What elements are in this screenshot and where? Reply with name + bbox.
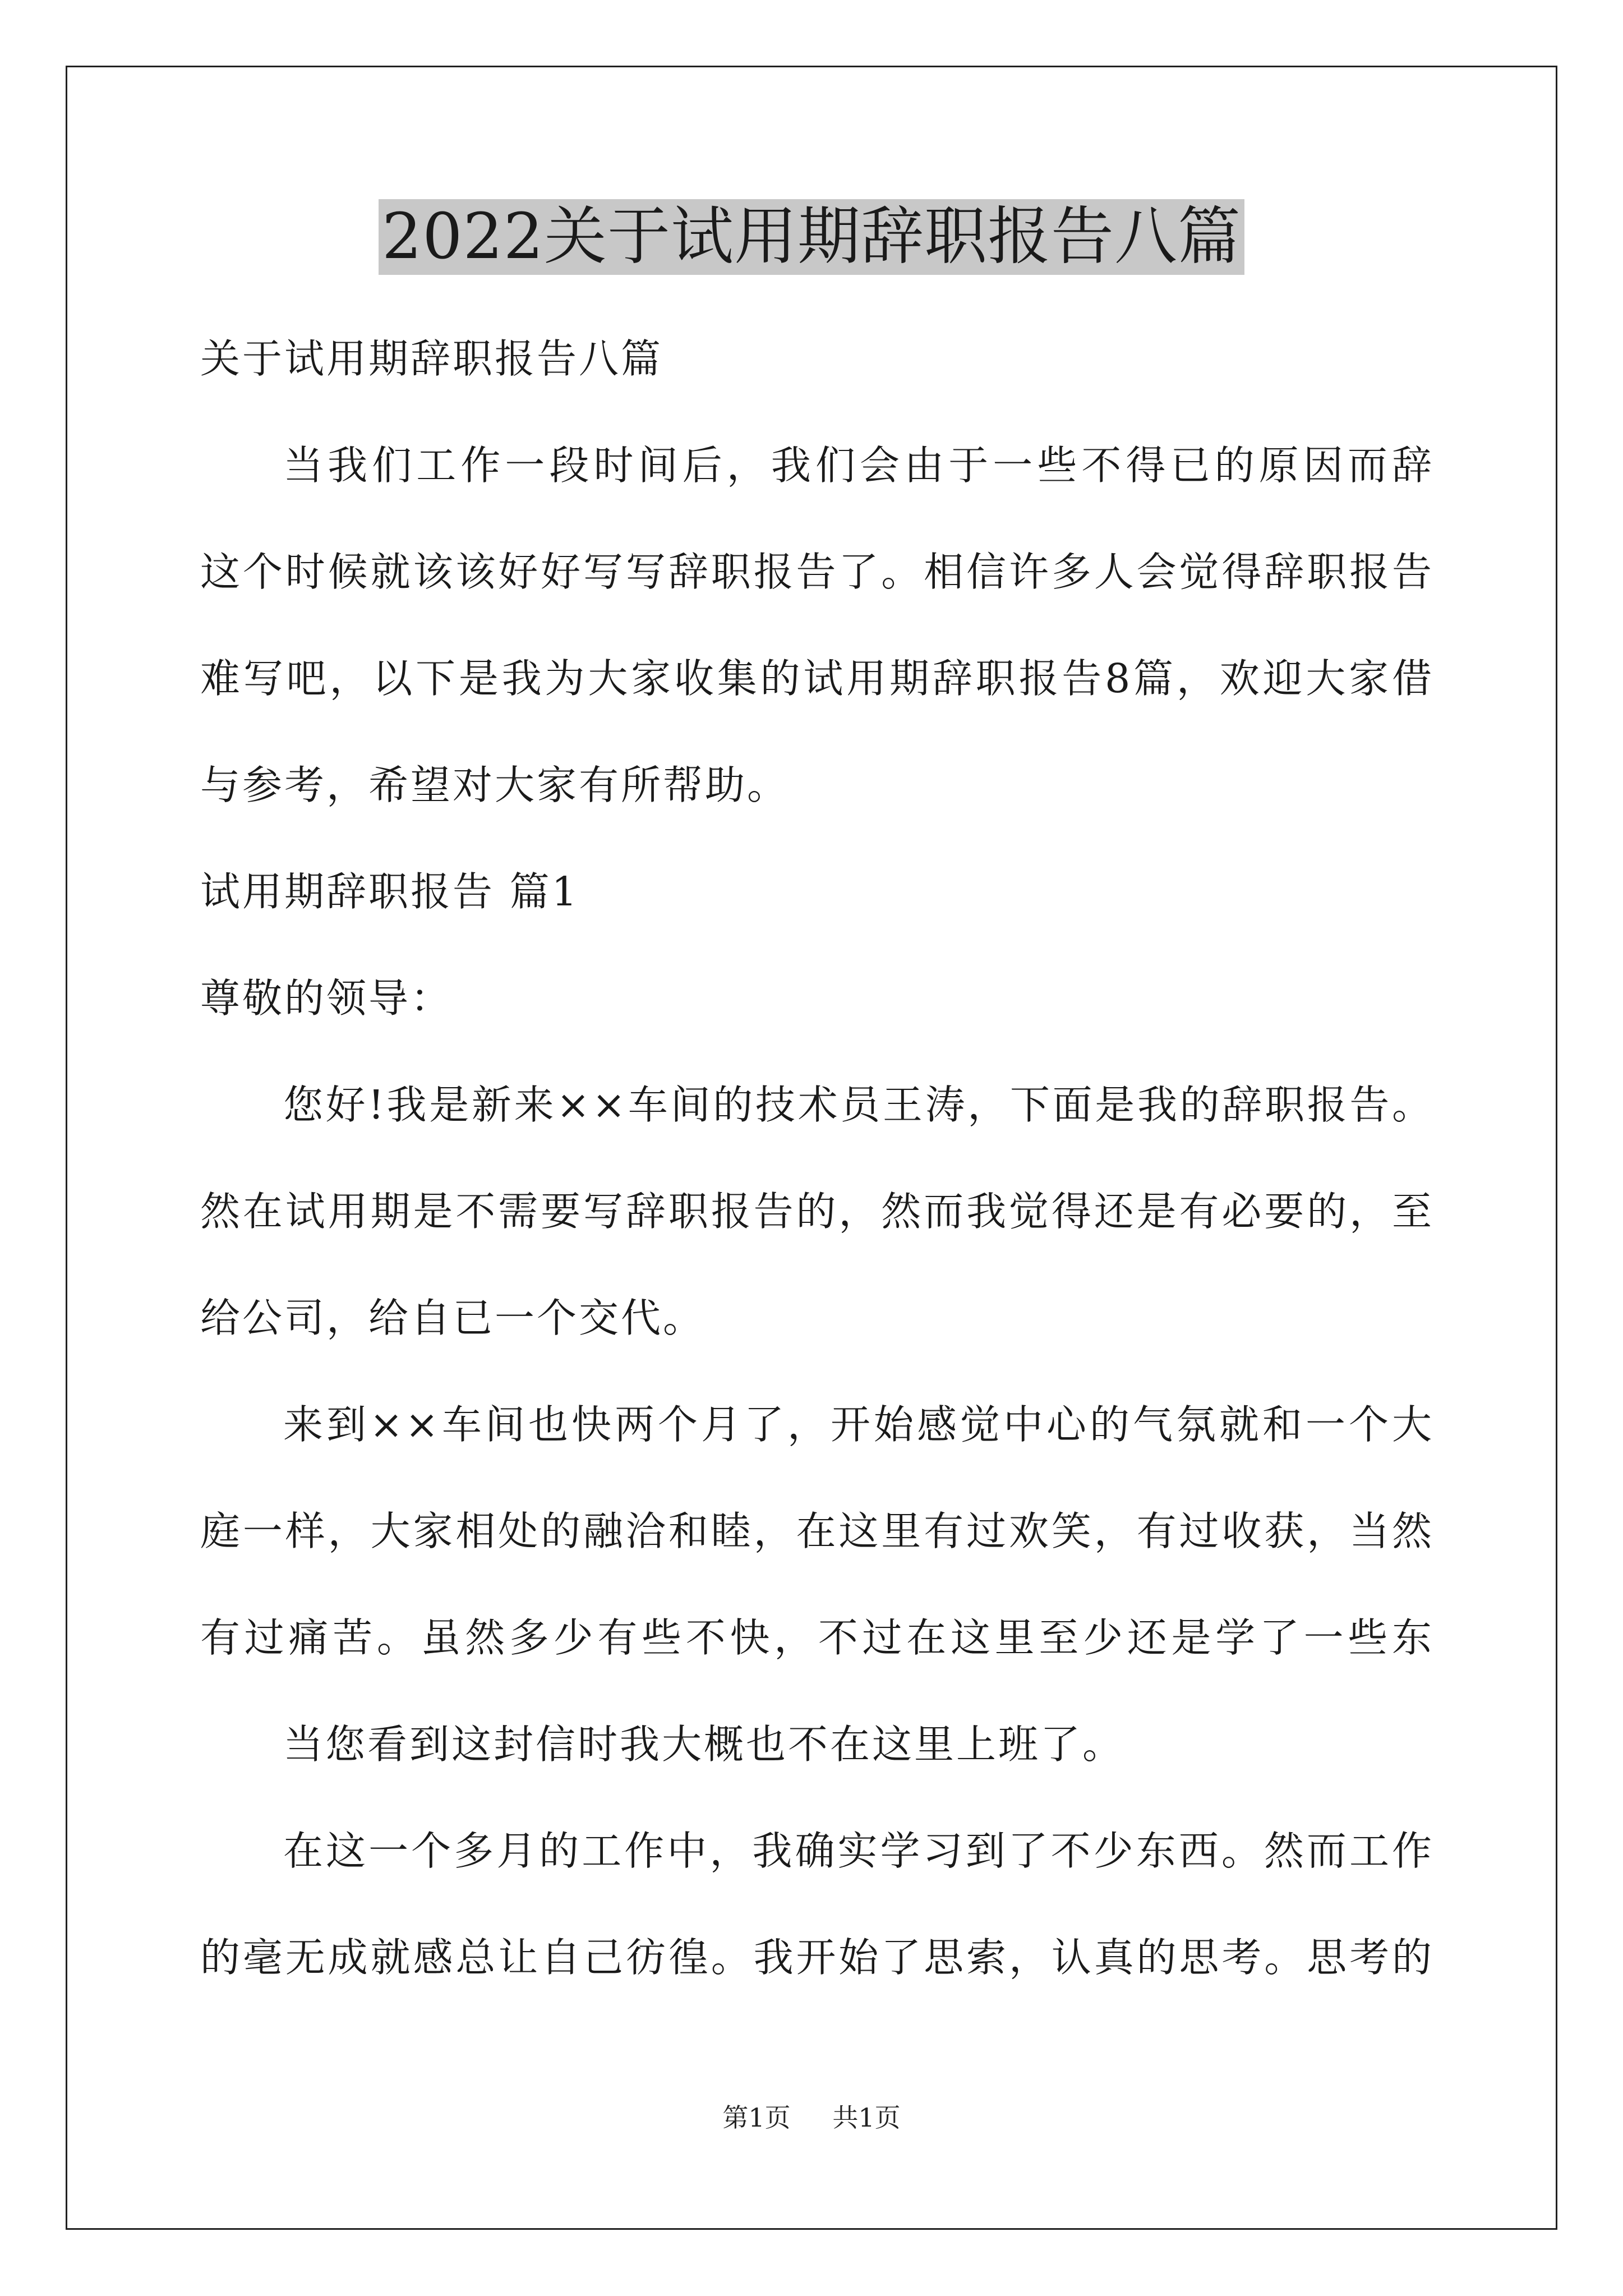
document-title: 2022关于试用期辞职报告八篇: [379, 199, 1244, 275]
page-footer: [0, 2101, 1623, 2134]
text-line: 的毫无成就感总让自己彷徨。我开始了思索，认真的思考。思考的: [200, 1934, 1434, 1981]
text-line: 这个时候就该该好好写写辞职报告了。相信许多人会觉得辞职报告: [200, 549, 1434, 595]
text-line: 然在试用期是不需要写辞职报告的，然而我觉得还是有必要的，至: [200, 1188, 1434, 1235]
page-number: 第1页: [722, 2102, 791, 2133]
text-line: 给公司，给自已一个交代。: [200, 1295, 706, 1341]
text-line: 尊敬的领导：: [200, 975, 453, 1022]
text-line: 与参考，希望对大家有所帮助。: [200, 762, 790, 808]
text-line: 您好!我是新来××车间的技术员王涛，下面是我的辞职报告。: [283, 1082, 1434, 1128]
text-line: 庭一样，大家相处的融洽和睦，在这里有过欢笑，有过收获，当然: [200, 1508, 1434, 1554]
document-title-container: [0, 199, 1623, 275]
text-line: 当您看到这封信时我大概也不在这里上班了。: [283, 1721, 1125, 1768]
text-line: 当我们工作一段时间后，我们会由于一些不得已的原因而辞: [283, 442, 1434, 489]
text-line: 有过痛苦。虽然多少有些不快，不过在这里至少还是学了一些东: [200, 1614, 1434, 1661]
document-body: [200, 306, 1434, 2011]
text-line: 关于试用期辞职报告八篇: [200, 335, 663, 382]
page-total: 共1页: [832, 2102, 901, 2133]
text-line: 在这一个多月的工作中，我确实学习到了不少东西。然而工作: [283, 1828, 1434, 1874]
text-line: 来到××车间也快两个月了，开始感觉中心的气氛就和一个大: [283, 1401, 1434, 1448]
text-line: 难写吧，以下是我为大家收集的试用期辞职报告8篇，欢迎大家借: [200, 655, 1434, 702]
text-line: 试用期辞职报告 篇1: [200, 868, 579, 915]
